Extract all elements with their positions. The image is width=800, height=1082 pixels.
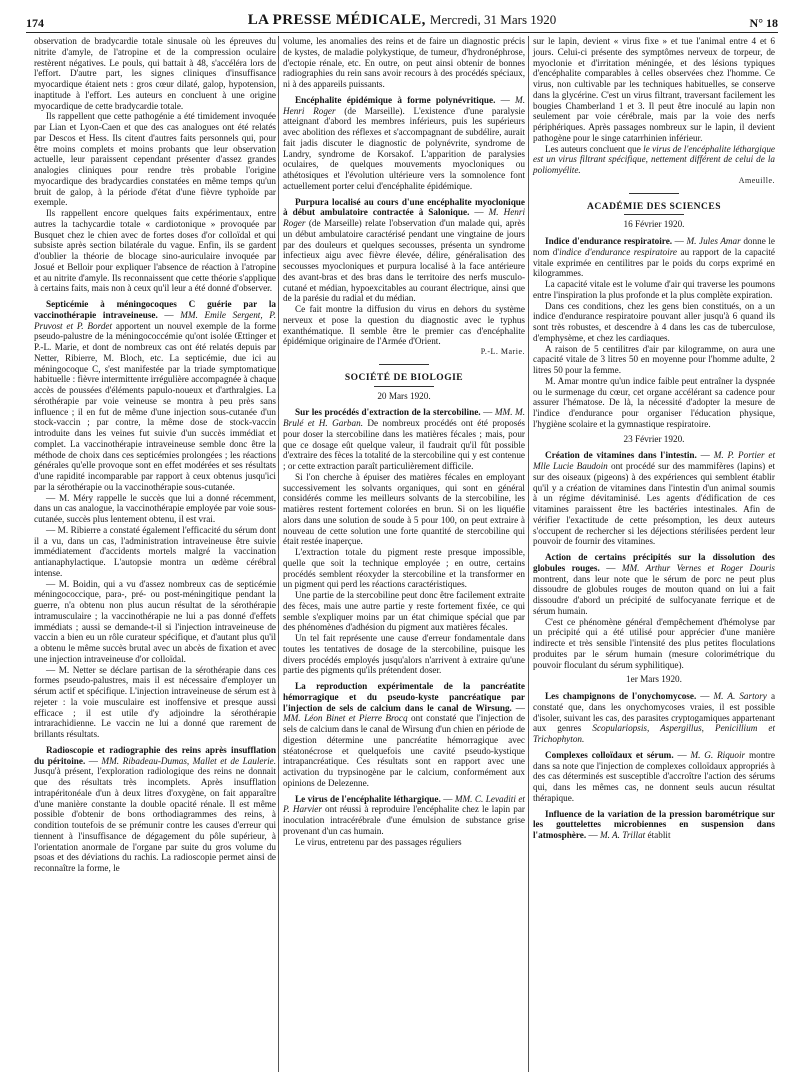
article-authors: M. A. Trillat — [599, 830, 646, 840]
column-1 — [34, 36, 276, 874]
paragraph: A raison de 5 centilitres d'air par kilogramme, on aura une capacité vitale de 3 litres 50 en moyenne pour l'homme adulte, 2 litres 50 pour la femme. — [533, 343, 775, 375]
article-title: Radioscopie et radiographie des reins après insufflation du péritoine. — [34, 744, 276, 766]
paragraph: M. Amar montre qu'un indice faible peut entraîner la dyspnée ou le surmenage du cœur, cet organe accélérant sa cadence pour assurer l'hématose. De là, la nécessité d'adopter la mesure de l'indice d'endurance pour organiser l'éducation physique, l'hygiène scolaire et la gymnastique respiratoire. — [533, 375, 775, 429]
article-authors: MM. C. Levaditi et P. Harvier — [283, 793, 525, 815]
section-heading: ACADÉMIE DES SCIENCES — [586, 201, 722, 212]
separator — [629, 193, 679, 194]
article-title: La reproduction expérimentale de la pancréatite hémorragique et du pseudo-kyste pancréatique par l'injection de sels de calcium dans le canal de Wirsung. — [283, 681, 525, 713]
separator — [379, 364, 429, 365]
section-heading: SOCIÉTÉ DE BIOLOGIE — [344, 372, 464, 383]
paragraph: Dans ces conditions, chez les gens bien constitués, on a un indice d'endurance respiratoire pouvant aller jusqu'à 6 quand ils sont très robustes, et descendre à 4 dans les cas de tuberculose, d'emphysème, et chez les cardiaques. — [533, 300, 775, 343]
session-date: 20 Mars 1920. — [377, 390, 431, 401]
article-authors: M. A. Sartory — [713, 691, 767, 701]
paragraph: Une partie de la stercobiline peut donc être facilement extraite des fèces, mais une autre partie y reste fortement fixée, ce qui semble s'expliquer moins par un état chimique spécial que par des phénomènes d'adhésion du pigment aux matières fécales. — [283, 590, 525, 633]
header-rule — [26, 32, 778, 33]
article-body: ont procédé sur des mammifères (lapins) et sur des oiseaux (pigeons) à des expériences qui semblent établir qu'il y a création de vitamines dans l'intestin d'un animal soumis à un régime dévitaminisé. Les agents d'édification de ces vitamines paraissent être les bactéries intestinales. Afin de vérifier l'exactitude de cette présomption, les deux auteurs s'occupent de rechercher si les déjections stérilisées perdent leur pouvoir de fournir des vitamines. — [533, 461, 776, 547]
article-body: montre dans sa note que l'injection de complexes colloïdaux appropriés à des cas déterminés est susceptible d'accroître l'action des sérums qui, dans les mêmes cas, ne donnent seuls aucun résultat thérapique. — [533, 749, 775, 803]
article-title: Création de vitamines dans l'intestin. — [545, 450, 697, 461]
article-city: (de Marseille). — [344, 105, 405, 116]
page-number: 174 — [26, 16, 44, 30]
article-title: Action de certains précipités sur la dissolution des globules rouges. — [533, 552, 775, 573]
article-vitamines: Création de vitamines dans l'intestin. — M. P. Portier et Mlle Lucie Baudoin ont procédé sur des mammifères (lapins) et sur des oiseaux (pigeons) à des expériences qui semblent établir qu'il y a création de vitamines dans l'intestin d'un animal soumis à un régime dévitaminisé. Les agents d'édification de ces vitamines paraissent être les bactéries intestinales. Afin de vérifier l'exactitude de cette présomption, les deux auteurs s'occupent de rechercher si les déjections stérilisées perdent leur pouvoir de fournir des vitamines. — [533, 450, 776, 547]
article-body: L'existence d'une paralysie atteignant d'abord les membres inférieurs, puis les supérieurs avec abolition des réflexes et s'accompagnant de subdélire, aurait fait jadis discuter le diagnostic de polynévrite, syndrome de Landry, syndrome de Korsakof. L'apparition de paralysies oculaires, de quelques mouvements myocloniques ou athétosiques et l'évolution ultérieure vers la somnolence font actuellement porter celui d'encéphalite épidémique. — [283, 105, 526, 191]
article-title: Encéphalite épidémique à forme polynévritique. — [295, 94, 496, 105]
conclusion-lead: Les auteurs concluent que — [545, 143, 641, 154]
article-body: montrent, dans leur note que le sérum de porc ne peut plus dissoudre de globules rouges de mouton quand on lui a fait dissoudre d'abord un précipité de sulfocyanate ferrique et de sérum humain. — [533, 573, 775, 616]
article-body: a constaté que, dans les onychomycoses vraies, il est possible d'isoler, suivant les cas, des parasites cryptogamiques appartenant aux genres — [533, 691, 776, 734]
article-septicemie: Septicémie à méningocoques C guérie par la vaccinothérapie intraveineuse. — MM. Emile Sergent, P. Pruvost et P. Bordet apportent un nouvel exemple de la forme pseudo-palustre de la méningococcémie qu'ont isolée Œttinger et P.-L. Marie, et dont de nombreux cas ont été relatés depuis par Netter, Ribierre, M. Bloch, etc. La septicémie, due ici au méningocoque C, s'est manifestée par la triade symptomatique habituelle : fièvre intermittente irrégulière accompagnée à chaque accès de poussées d'éléments papulo-noueux et d'arthralgies. La sérothérapie par voie veineuse se montra à peu près sans influence ; il en fut de même d'une injection sous-cutanée d'un stock-vaccin ; par contre, la même dose de stock-vaccin introduite dans les veines fut suivie d'un succès immédiat et complet. La vaccinothérapie intraveineuse semble donc être la méthode de choix dans ces septicémies prolongées ; les réactions générales qu'elle provoque sont en effet modérées et ses résultats d'une rapidité incomparable par rapport à ceux obtenus jusqu'ici par la sérothérapie ou la vaccinothérapie sous-cutanée. — [34, 299, 277, 492]
article-authors: MM. M. Brulé et H. Garban. — [283, 407, 526, 428]
paragraph: — M. Boidin, qui a vu d'assez nombreux cas de septicémie méningococcique, para-, pré- ou post-méningitique pendant la guerre, n'a obtenu non plus aucun résultat de la sérothérapie intramusculaire ; la vaccinothérapie ne lui a pas donné d'effets immédiats ; aussi se demande-t-il si l'injection intraveineuse de vaccin a bien eu un rôle curateur spécifique, et d'autant plus qu'il a obtenu le même succès brutal avec un abcès de fixation et avec une injection intraveineuse d'or colloïdal. — [34, 578, 276, 664]
article-pancreatite: La reproduction expérimentale de la pancréatite hémorragique et du pseudo-kyste pancréatique par l'injection de sels de calcium dans le canal de Wirsung. — MM. Léon Binet et Pierre Brocq ont constaté que l'injection de sels de calcium dans le canal de Wirsung d'un chien en période de digestion détermine une pancréatite hémorragique avec stéatonécrose et quelquefois une cavité pseudo-kystique intrapancréatique. Ces résultats sont en rapport avec une activation du trypsinogène par le calcium, conformément aux opinions de Delezenne. — [283, 681, 525, 788]
article-radioscopie: Radioscopie et radiographie des reins après insufflation du péritoine. — MM. Ribadeau-Dumas, Mallet et de Laulerie. Jusqu'à présent, l'exploration radiologique des reins ne donnait que des résultats très incomplets. Après insufflation intrapéritonéale d'un à deux litres d'oxygène, on fait apparaître d'une manière constante la double opacité rénale. Il est même possible d'obtenir de bons orthodiagrammes des reins, à condition toutefois de se prémunir contre les causes d'erreur qui tiennent à l'insuffisance de dégagement du pôle supérieur, à l'orientation anormale de l'organe par suite du gros volume du psoas et des déviations du rachis. La radioscopie permet ainsi de reconnaître la forme, le — [34, 744, 277, 873]
journal-name: LA PRESSE MÉDICALE, — [247, 12, 426, 28]
article-body: établit — [647, 830, 671, 840]
section-rule — [624, 214, 684, 215]
paragraph: Ils rappellent encore quelques faits expérimentaux, entre autres la tachycardie totale « cardiotonique » provoquée par Busquet chez le chien avec de fortes doses d'or colloïdal et qui subsiste après section bilatérale du vague. Enfin, ils se gardent d'oublier la théorie de blocage sino-auriculaire invoquée par Josué et Belloir pour expliquer l'absence de réaction à l'atropine et au nitrite d'amyle. Ils reconnaissent que cette théorie s'applique à certains faits, mais non à ceux qu'il leur a été donné d'observer. — [34, 208, 276, 294]
article-title: Complexes colloïdaux et sérum. — [545, 749, 674, 760]
paragraph: Si l'on cherche à épuiser des matières fécales en employant successivement les solvants organiques, qui sont en général considérés comme les meilleurs solvants de la stercobiline, les matières restent fortement colorées en brun. Si on les liquéfie alors dans une solution de soude à 5 pour 100, on peut extraire à nouveau de cette solution une forte quantité de stercobiline qui était restée inaperçue. — [283, 471, 525, 547]
paragraph: Ils rappellent que cette pathogénie a été timidement invoquée par Lian et Lyon-Caen et que des cas analogues ont été relatés par Descos et Hess. Ils citent d'autres faits personnels qui, pour être moins complets et moins probants que leur observation actuelle, leur paraissent cependant présenter d'assez grandes analogies cliniques pour rendre très probable l'origine myocardique des bradycardies constatées en même temps qu'un bruit de galop, à la période d'état d'une fièvre typhoïde par exemple. — [34, 111, 276, 208]
paragraph: — M. Méry rappelle le succès que lui a donné récemment, dans un cas analogue, la vaccinothérapie employée par voie sous-cutanée, succès plus lentement obtenu, il est vrai. — [34, 492, 276, 524]
article-term: indice d'endurance respiratoire — [559, 246, 678, 257]
session-date: 1er Mars 1920. — [626, 674, 682, 685]
issue-date: Mercredi, 31 Mars 1920 — [429, 12, 557, 27]
article-title: Le virus de l'encéphalite léthargique. — [295, 793, 441, 804]
article-title: Influence de la variation de la pression barométrique sur les gouttelettes microbiennes en suspension dans l'atmosphère. — [533, 808, 775, 840]
paragraph — [533, 144, 775, 176]
paragraph: — M. Ribierre a constaté également l'efficacité du sérum dont il a vu, dans un cas, l'administration intraveineuse être suivie immédiatement d'accidents mortels malgré la vaccination antianaphylactique. L'autopsie montra un œdème cérébral intense. — [34, 524, 276, 578]
article-onychomycose: Les champignons de l'onychomycose. — M. A. Sartory a constaté que, dans les onychomycoses vraies, il est possible d'isoler, suivant les cas, des parasites cryptogamiques appartenant aux genres Scopulariopsis, Aspergillus, Penicillium et Trichophyton. — [533, 691, 776, 744]
column-3 — [533, 36, 775, 841]
article-precipites: Action de certains précipités sur la dissolution des globules rouges. — MM. Arthur Vernes et Roger Douris montrent, dans leur note que le sérum de porc ne peut plus dissoudre de globules rouges de mouton quand on lui a fait dissoudre d'abord un précipité de sulfocyanate ferrique et de sérum humain. — [533, 552, 776, 616]
conclusion-italic: le virus de l'encéphalite léthargique est un virus filtrant spécifique, nettement différent de celui de la poliomyélite. — [533, 143, 776, 175]
article-title: Indice d'endurance respiratoire. — [545, 236, 673, 246]
article-authors: M. Jules Amar — [686, 236, 741, 246]
paragraph: La capacité vitale est le volume d'air qui traverse les poumons entre l'inspiration la plus profonde et la plus complète expiration. — [533, 279, 775, 300]
article-indice-endurance: Indice d'endurance respiratoire. — M. Jules Amar donne le nom d'indice d'endurance respiratoire au rapport de la capacité vitale exprimée en centilitres par le poids du corps exprimé en kilogrammes. — [533, 236, 776, 279]
paragraph: — M. Netter se déclare partisan de la sérothérapie dans ces formes pseudo-palustres, mais il est nécessaire d'employer un sérum actif et spécifique. L'injection intraveineuse de sérum est à rejeter : la voie musculaire est inoffensive et presque aussi efficace ; il est utile d'y adjoindre la sérothérapie intrarachidienne. Le vaccin ne lui a donné que rarement de brillants résultats. — [34, 664, 276, 739]
article-authors: M. P. Portier et Mlle Lucie Baudoin — [533, 450, 776, 471]
article-body: ont constaté que l'injection de sels de calcium dans le canal de Wirsung d'un chien en période de digestion détermine une pancréatite hémorragique avec stéatonécrose et quelquefois une cavité pseudo-kystique intrapancréatique. Ces résultats sont en rapport avec une activation du trypsinogène par le calcium, conformément aux opinions de Delezenne. — [283, 713, 525, 788]
issue-number: N° 18 — [749, 16, 778, 30]
article-body: au rapport de la capacité vitale exprimée en centilitres par le poids du corps exprimé en kilogrammes. — [533, 246, 775, 279]
article-body: donne le nom d' — [533, 236, 776, 257]
page-header — [26, 10, 778, 32]
section-rule — [374, 386, 434, 387]
paragraph: Le virus, entretenu par des passages réguliers — [295, 836, 462, 847]
article-virus-encephalite: Le virus de l'encéphalite léthargique. — MM. C. Levaditi et P. Harvier ont réussi à reproduire l'encéphalite chez le lapin par inoculation intracérébrale d'une émulsion de substance grise provenant d'un cas humain. — [283, 793, 525, 836]
column-divider — [278, 36, 279, 1072]
article-city: (de Marseille) — [308, 218, 362, 228]
article-authors: MM. Emile Sergent, P. Pruvost et P. Bordet — [34, 309, 277, 331]
article-body: De nombreux procédés ont été proposés pour doser la stercobiline dans les matières fécales ; mais, pour que ce dosage eût quelque valeur, il faudrait qu'il fût possible d'extraire des fèces la totalité de la stercobiline qui y est contenue ; or cette extraction paraît particulièrement difficile. — [283, 418, 526, 471]
paragraph: Ce fait montre la diffusion du virus en dehors du système nerveux et pose la question du diagnostic avec le typhus exanthématique. Il semble être le premier cas d'encéphalite épidémique originaire de l'Armée d'Orient. — [283, 304, 525, 347]
paragraph: Un tel fait représente une cause d'erreur fondamentale dans toutes les tentatives de dosage de la stercobiline, puisque les divers procédés employés jusqu'alors n'arrivent à extraire qu'une partie des pigments qu'ils prétendent doser. — [283, 633, 525, 676]
paragraph: sur le lapin, devient « virus fixe » et tue l'animal entre 4 et 6 jours. Celui-ci présente des symptômes nerveux de torpeur, de myoclonie et d'irritation méningée, et des lésions typiques d'encéphalite comparables à celles observées chez l'homme. Ce virus, non cultivable par les techniques habituelles, se conserve dans la glycérine. C'est un virus filtrant, traversant facilement les bougies Chamberland 1 et 3. Il peut être inoculé au lapin non seulement par voie cérébrale, mais par la voie des nerfs périphériques. Après passages nombreux sur le lapin, il devient pathogène pour le singe catarrhinien inférieur. — [533, 36, 775, 143]
article-pression: Influence de la variation de la pression barométrique sur les gouttelettes microbiennes en suspension dans l'atmosphère. — M. A. Trillat établit — [533, 808, 775, 840]
paragraph: volume, les anomalies des reins et de faire un diagnostic précis de kystes, de maladie polykystique, de tumeur, d'hydronéphrose, d'ectopie rénale, etc. En outre, on peut ainsi obtenir de bonnes radiographies du rein sans avoir recours à des procédés spéciaux, ni à des appareils puissants. — [283, 36, 525, 89]
column-divider — [528, 36, 529, 1072]
author-signature: Ameuille. — [738, 175, 775, 185]
paragraph: C'est ce phénomène général d'empêchement d'hémolyse par un précipité qui a été utilisé pour apprécier d'une manière indirecte et très sensible l'intensité des plus petites floculations produites par le sérum humain (mesure colorimétrique du pouvoir floculant du sérum syphilitique). — [533, 616, 775, 670]
article-title: Les champignons de l'onychomycose. — [545, 691, 697, 701]
article-colloidaux: Complexes colloïdaux et sérum. — M. G. Riquoir montre dans sa note que l'injection de complexes colloïdaux appropriés à des cas déterminés est susceptible d'accroître l'action des sérums qui, dans les mêmes cas, ne donnent seuls aucun résultat thérapique. — [533, 749, 775, 803]
article-title: Sur les procédés d'extraction de la stercobiline. — [295, 407, 481, 418]
author-signature: P.-L. Marie. — [480, 347, 525, 356]
journal-title — [26, 12, 778, 29]
paragraph: observation de bradycardie totale sinusale où les épreuves du nitrite d'amyle, de l'atropine et de la compression oculaire restèrent négatives. Le pouls, qui battait à 48, s'accéléra lors de l'effort. D'autre part, les signes cliniques d'insuffisance myocardique étaient nets : gros cœur dilaté, galop, hypotension, inaptitude à l'effort. Les auteurs en concluent à une origine myocardique de cette bradycardie totale. — [34, 36, 276, 111]
session-date: 16 Février 1920. — [623, 219, 685, 230]
article-stercobiline: Sur les procédés d'extraction de la stercobiline. — MM. M. Brulé et H. Garban. De nombreux procédés ont été proposés pour doser la stercobiline dans les matières fécales ; mais, pour que ce dosage eût quelque valeur, il faudrait qu'il fût possible d'extraire des fèces la totalité de la stercobiline qui y est contenue ; or cette extraction paraît particulièrement difficile. — [283, 407, 526, 471]
article-authors: M. G. Riquoir — [690, 749, 746, 760]
session-date: 23 Février 1920. — [623, 433, 685, 444]
article-title: Septicémie à méningocoques C guérie par la vaccinothérapie intraveineuse. — [34, 299, 276, 320]
article-authors: MM. Arthur Vernes et Roger Douris — [621, 562, 776, 573]
article-authors: MM. Ribadeau-Dumas, Mallet et de Laulerie. — [101, 755, 277, 766]
article-authors: M. Henri Roger — [283, 94, 525, 116]
column-2 — [283, 36, 525, 847]
article-title: Purpura localisé au cours d'une encéphalite myoclonique à début ambulatoire contractée à Salonique. — [283, 196, 525, 218]
article-body: Jusqu'à présent, l'exploration radiologique des reins ne donnait que des résultats très incomplets. Après insufflation intrapéritonéale d'un à deux litres d'oxygène, on fait apparaître d'une manière constante la double opacité rénale. Il est même possible d'obtenir de bons orthodiagrammes des reins, à condition toutefois de se prémunir contre les causes d'erreur qui tiennent à l'insuffisance de dégagement du pôle supérieur, à l'orientation anormale de l'organe par suite du gros volume du psoas et des déviations du rachis. La radioscopie permet ainsi de reconnaître la forme, le — [34, 766, 276, 873]
genus-list: Scopulariopsis, Aspergillus, Penicillium et Trichophyton. — [533, 723, 776, 744]
article-body: ont réussi à reproduire l'encéphalite chez le lapin par inoculation intracérébrale d'une émulsion de substance grise provenant d'un cas humain. — [283, 804, 525, 836]
article-purpura: Purpura localisé au cours d'une encéphalite myoclonique à début ambulatoire contractée à Salonique. — M. Henri Roger (de Marseille) relate l'observation d'un malade qui, après un début ambulatoire caractérisé pendant une vingtaine de jours par des douleurs et quelques secousses, présenta un syndrome infectieux aigu avec fièvre élevée, délire, généralisation des secousses myocloniques et purpura localisé à la face antérieure des avant-bras et des bras dans le territoire des nerfs musculo-cutané et médian, hypoexcitables au courant électrique, ainsi que de la parésie du radial et du médian. — [283, 196, 526, 304]
paragraph: L'extraction totale du pigment reste presque impossible, quelle que soit la technique employée ; en outre, certains procédés semblent réoxyder la stercobiline et la transformer en un pigment qui perd les réactions caractéristiques. — [283, 547, 525, 590]
article-encephalite-polynevritique: Encéphalite épidémique à forme polynévritique. — M. Henri Roger (de Marseille). L'existence d'une paralysie atteignant d'abord les membres inférieurs, puis les supérieurs avec abolition des réflexes et s'accompagnant de subdélire, aurait fait jadis discuter le diagnostic de polynévrite, syndrome de Landry, syndrome de Korsakof. L'apparition de paralysies oculaires, de quelques mouvements myocloniques ou athétosiques et l'évolution ultérieure vers la somnolence font actuellement porter celui d'encéphalite épidémique. — [283, 94, 526, 191]
article-authors: MM. Léon Binet et Pierre Brocq — [283, 713, 408, 724]
article-body: apportent un nouvel exemple de la forme pseudo-palustre de la méningococcémie qu'ont isolée Œttinger et P.-L. Marie, et dont de nombreux cas ont été relatés depuis par Netter, Ribierre, M. Bloch, etc. La septicémie, due ici au méningocoque C, s'est manifestée par la triade symptomatique habituelle : fièvre intermittente irrégulière accompagnée à chaque accès de poussées d'éléments papulo-noueux et d'arthralgies. La sérothérapie par voie veineuse se montra à peu près sans influence ; il en fut de même d'une injection sous-cutanée d'un stock-vaccin ; par contre, la même dose de stock-vaccin introduite dans les veines fut suivie d'un succès immédiat et complet. La vaccinothérapie intraveineuse semble donc être la méthode de choix dans ces septicémies prolongées ; les réactions générales qu'elle provoque sont en effet modérées et ses résultats d'une rapidité incomparable par rapport à ceux obtenus jusqu'ici par la sérothérapie ou la vaccinothérapie sous-cutanée. — [34, 320, 277, 492]
article-authors: M. Henri Roger — [283, 207, 525, 228]
article-body: relate l'observation d'un malade qui, après un début ambulatoire caractérisé pendant une vingtaine de jours par des douleurs et quelques secousses, présenta un syndrome infectieux aigu avec fièvre élevée, délire, généralisation des secousses myocloniques et purpura localisé à la face antérieure des avant-bras et des bras dans le territoire des nerfs musculo-cutané et médian, hypoexcitables au courant électrique, ainsi que de la parésie du radial et du médian. — [283, 218, 526, 304]
